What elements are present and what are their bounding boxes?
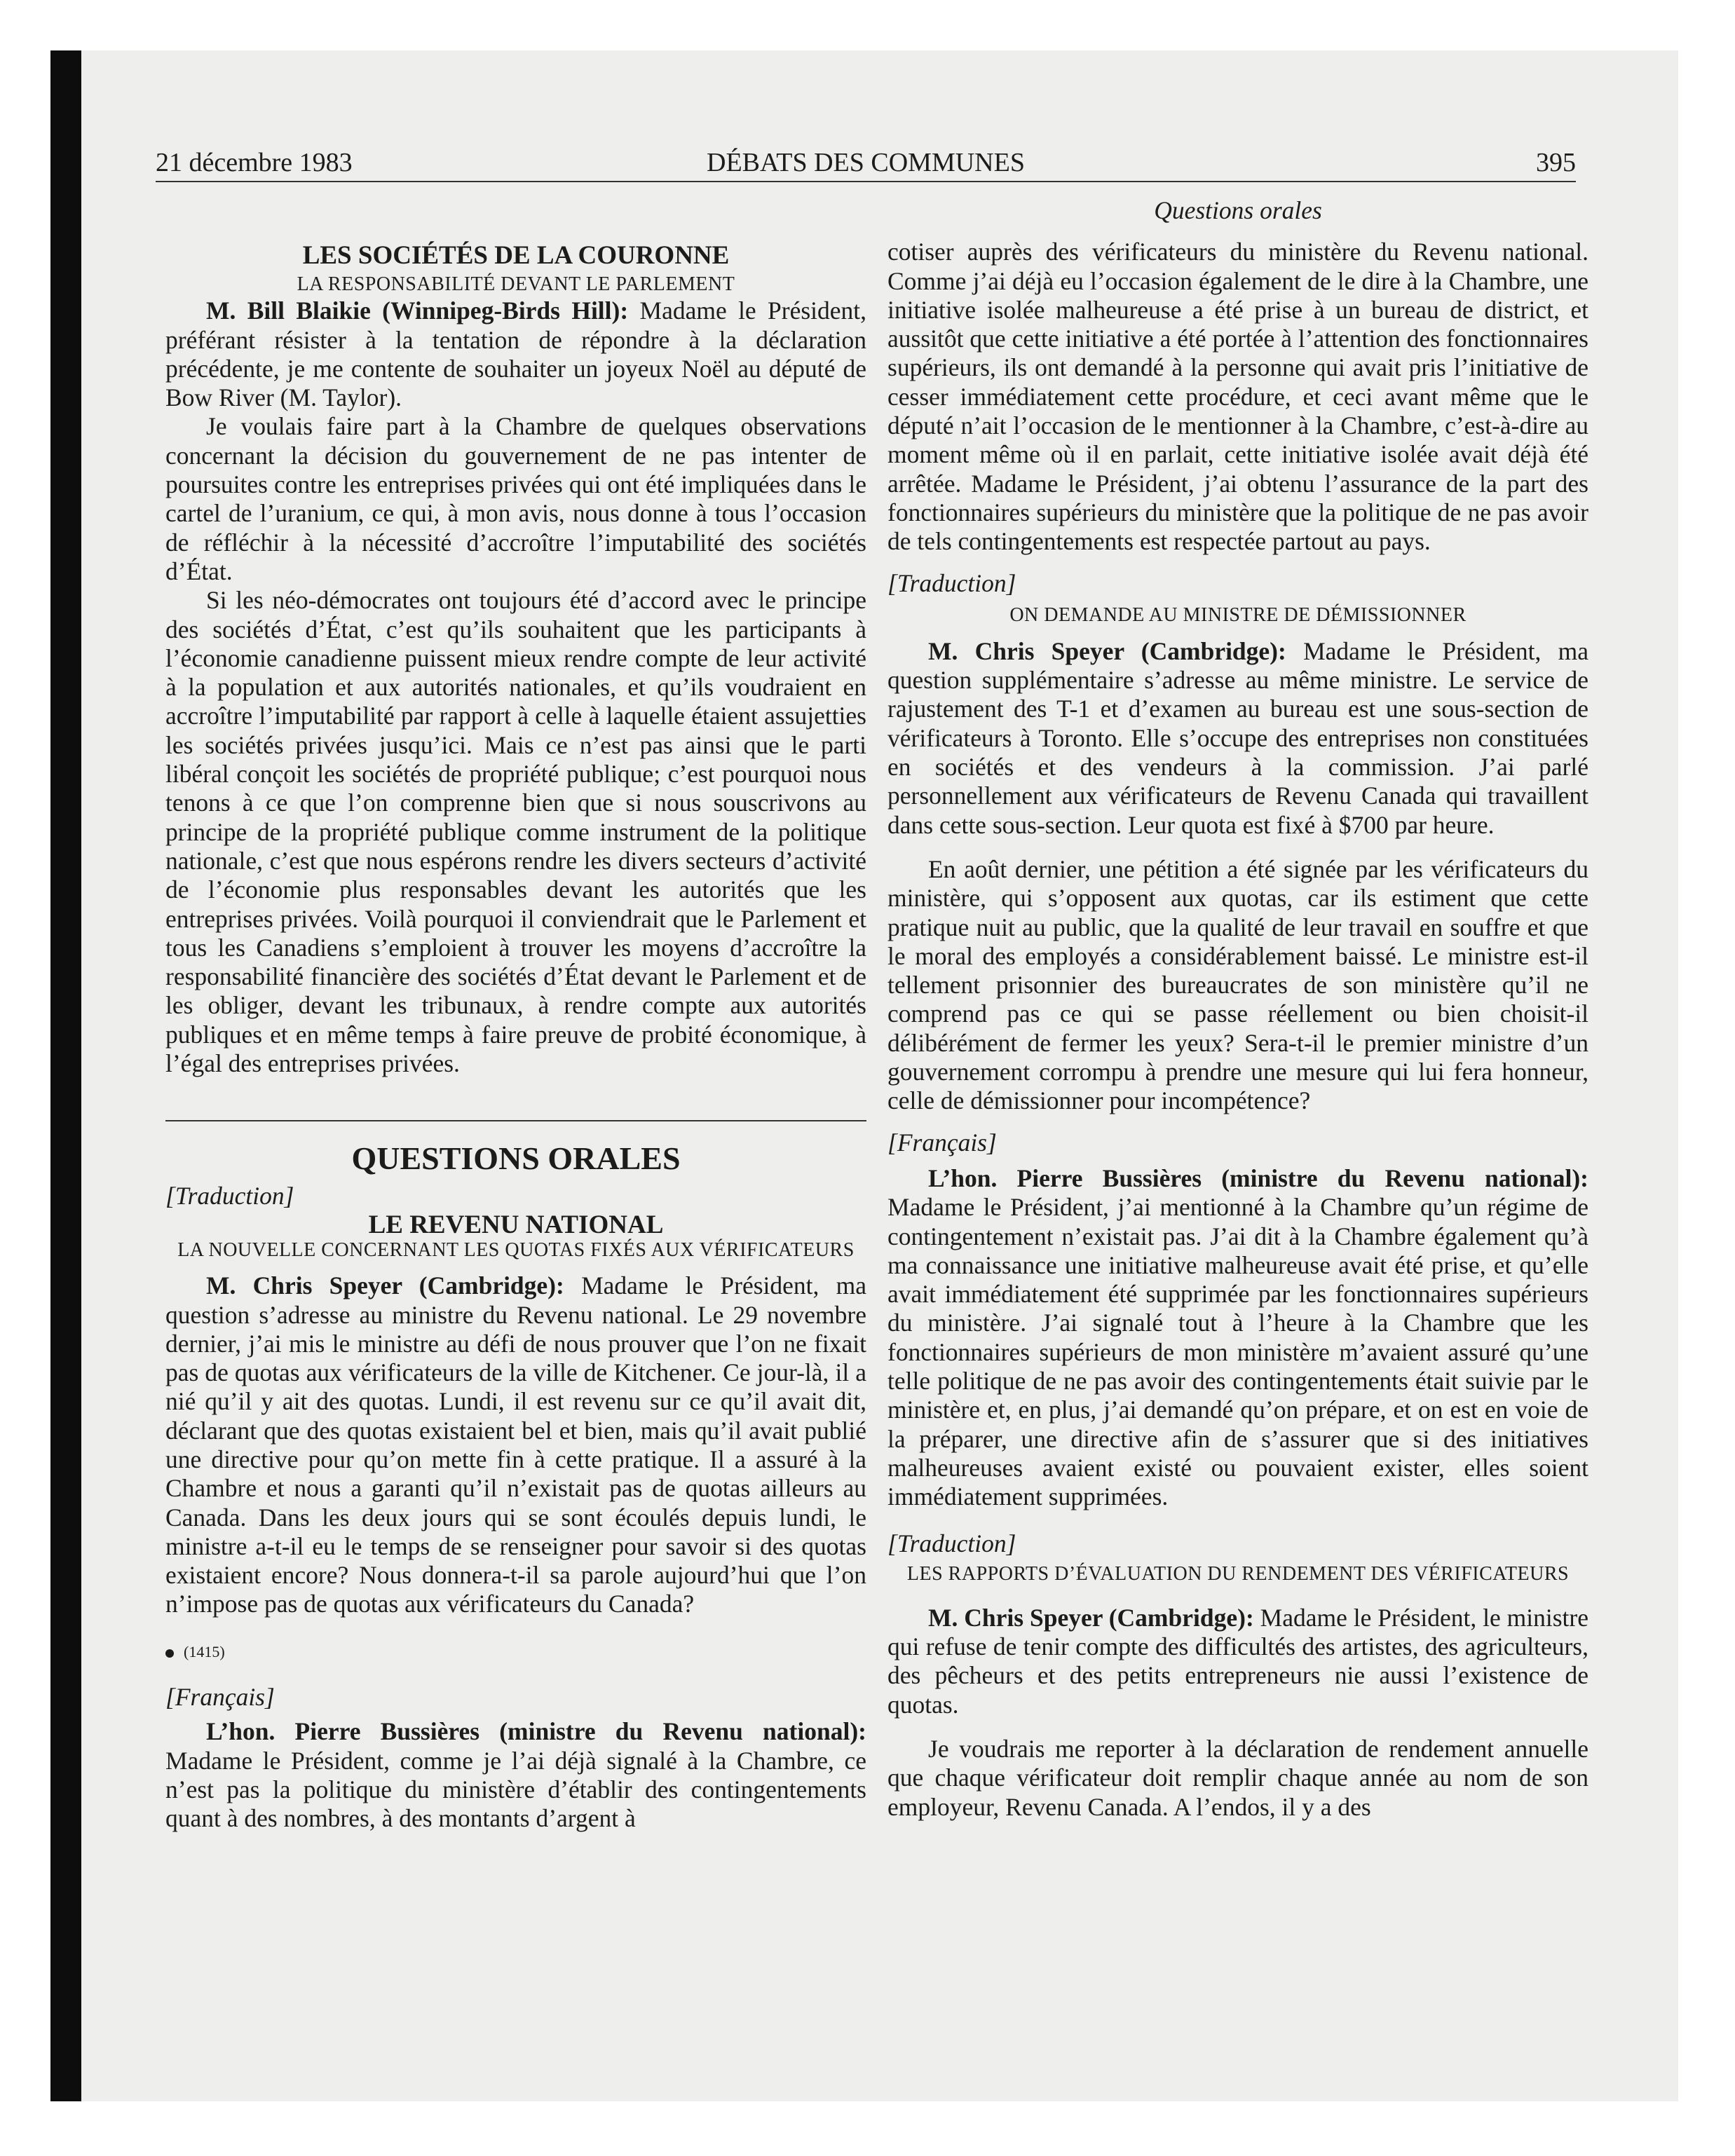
speaker-speyer: M. Chris Speyer (Cambridge): [206, 1271, 564, 1300]
speyer-text-3: Madame le Président, le ministre qui refuse de tenir compte des difficultés des artistes, des agriculteurs, des pêcheurs et des petits entrepreneurs nie aussi l’existence de quotas. [887, 1603, 1588, 1719]
header-date: 21 décembre 1983 [156, 148, 353, 177]
page-header [156, 144, 1576, 182]
blaikie-paragraph-2: Je voulais faire part à la Chambre de quelques observations concernant la décision du gouvernement de ne pas intenter de poursuites contre les entreprises privées qui ont été impliquées dans le cartel de l’uranium, ce qui, à mon avis, nous donne à tous l’occasion de réfléchir à la nécessité d’accroître l’imputabilité des sociétés d’État. [165, 412, 866, 585]
bussieres-paragraph-1 [165, 1717, 866, 1833]
speaker-speyer-3: M. Chris Speyer (Cambridge): [928, 1603, 1254, 1632]
running-head: Questions orales [1154, 196, 1322, 224]
speyer-paragraph-5: Je voudrais me reporter à la déclaration de rendement annuelle que chaque vérificateur doit remplir chaque année au nom de son employeur, Revenu Canada. A l’endos, il y a des [887, 1734, 1588, 1821]
left-column [165, 196, 866, 1834]
header-page-number: 395 [1536, 148, 1576, 177]
bussieres-paragraph-2 [887, 1164, 1588, 1512]
speaker-bussieres: L’hon. Pierre Bussières (ministre du Revenu national): [206, 1717, 866, 1746]
section-subtitle-responsibility: LA RESPONSABILITÉ DEVANT LE PARLEMENT [297, 273, 735, 296]
section-subtitle-quotas: LA NOUVELLE CONCERNANT LES QUOTAS FIXÉS AUX VÉRIFICATEURS [177, 1239, 855, 1262]
bussieres-text-2: Madame le Président, j’ai mentionné à la Chambre qu’un régime de contingentement n’existait pas. J’ai dit à la Chambre également qu’à ma connaissance une initiative malheureuse avait été prise, et qu’elle avait immédiatement été supprimée par les fonctionnaires supérieurs du ministère. J’ai signalé tout à l’heure à la Chambre que les fonctionnaires supérieurs de mon ministère m’avaient assuré qu’une telle politique de ne pas avoir des contingentements était suivie par le ministère et, en plus, j’ai demandé qu’on prépare, et on est en voie de la préparer, une directive afin de s’assurer que si des initiatives malheureuses avaient existé ou pouvaient exister, elles soient immédiatement supprimées. [887, 1193, 1588, 1511]
section-subtitle-resign: ON DEMANDE AU MINISTRE DE DÉMISSIONNER [1009, 603, 1467, 626]
time-marker-text: (1415) [184, 1642, 225, 1660]
bullet-dot-icon [165, 1649, 174, 1658]
tag-francais: [Français] [165, 1683, 275, 1712]
speaker-bussieres-2: L’hon. Pierre Bussières (ministre du Revenu national): [928, 1164, 1588, 1192]
blaikie-paragraph-3: Si les néo-démocrates ont toujours été d’accord avec le principe des sociétés d’État, c’est qu’ils souhaitent que les participants à l’économie canadienne puissent mieux rendre compte de leur activité à la population et aux autorités nationales, et qu’ils voudraient en accroître l’imputabilité par rapport à celle à laquelle étaient assujetties les sociétés privées jusqu’ici. Mais ce n’est pas ainsi que le parti libéral conçoit les sociétés de propriété publique; c’est pourquoi nous tenons à ce que l’on comprenne bien que si nous souscrivons au principe de la propriété publique comme instrument de la politique nationale, c’est que nous espérons rendre les divers secteurs d’activité de l’économie plus responsables devant les autorités que les entreprises privées. Voilà pourquoi il conviendrait que le Parlement et tous les Canadiens s’emploient à trouver les moyens d’accroître la responsabilité financière des sociétés d’État devant le Parlement et de les obliger, devant les tribunaux, à rendre compte aux autorités publiques et en même temps à faire preuve de probité économique, à l’égal des entreprises privées. [165, 586, 866, 1078]
section-subtitle-evaluation: LES RAPPORTS D’ÉVALUATION DU RENDEMENT DES VÉRIFICATEURS [906, 1562, 1570, 1585]
tag-traduction-right-2: [Traduction] [887, 1529, 1016, 1558]
speyer-paragraph-4 [887, 1604, 1588, 1719]
tag-francais-right: [Français] [887, 1128, 997, 1157]
right-column [887, 196, 1588, 1822]
speaker-speyer-2: M. Chris Speyer (Cambridge): [928, 636, 1286, 665]
section-title-oral-questions: QUESTIONS ORALES [351, 1140, 681, 1177]
speyer-paragraph-3: En août dernier, une pétition a été signée par les vérificateurs du ministère, qui s’opposent aux quotas, car ils estiment que cette pratique nuit au public, que la qualité de leur travail en souffre et que le moral des employés a considérablement baissé. Le ministre est-il tellement prisonnier des bureaucrates de son ministère qu’il ne comprend pas ce qui se passe réellement ou bien choisit-il délibérément de fermer les yeux? Sera-t-il le premier ministre d’un gouvernement corrompu à prendre une mesure qui lui fera honneur, celle de démissionner pour incompétence? [887, 854, 1588, 1115]
speyer-text-1: Madame le Président, ma question s’adresse au ministre du Revenu national. Le 29 novembre dernier, j’ai mis le ministre au défi de nous prouver que l’on ne fixait pas de quotas aux vérificateurs de la ville de Kitchener. Ce jour-là, il a nié qu’il y ait des quotas. Lundi, il est revenu sur ce qu’il avait dit, déclarant que des quotas existaient bel et bien, mais qu’il avait publié une directive pour qu’on mette fin à cette pratique. Il a assuré à la Chambre et nous a garanti qu’il n’existait pas de quotas ailleurs au Canada. Dans les deux jours qui se sont écoulés depuis lundi, le ministre a-t-il eu le temps de se renseigner pour savoir si des quotas existaient encore? Nous donnera-t-il sa parole aujourd’hui que l’on n’impose pas de quotas aux vérificateurs du Canada? [165, 1271, 867, 1618]
speaker-blaikie: M. Bill Blaikie (Winnipeg-Birds Hill): [206, 296, 629, 325]
section-divider-rule [165, 1120, 866, 1121]
section-title-national-revenue: LE REVENU NATIONAL [368, 1210, 664, 1239]
tag-traduction-right: [Traduction] [887, 568, 1016, 597]
section-title-crown-corporations: LES SOCIÉTÉS DE LA COURONNE [302, 241, 730, 270]
scan-margin-bar [50, 50, 81, 2101]
speyer-text-2: Madame le Président, ma question supplémentaire s’adresse au même ministre. Le service de rajustement des T-1 et d’examen au bureau est une sous-section de vérificateurs à Toronto. Elle s’occupe des entreprises non constituées en sociétés et des vendeurs à la commission. J’ai parlé personnellement aux vérificateurs de Revenu Canada qui travaillent dans cette sous-section. Leur quota est fixé à $700 par heure. [887, 636, 1589, 839]
header-publication: DÉBATS DES COMMUNES [707, 148, 1025, 177]
speyer-paragraph-1 [165, 1271, 866, 1619]
bussieres-continuation: cotiser auprès des vérificateurs du ministère du Revenu national. Comme j’ai déjà eu l’occasion également de le dire à la Chambre, une initiative isolée malheureuse a été prise à un bureau de district, et aussitôt que cette initiative a été portée à l’attention des fonctionnaires supérieurs, ils ont demandé à la personne qui avait pris l’initiative de cesser immédiatement cette procédure, et ceci avant même que le député n’ait l’occasion de le mentionner à la Chambre, c’est-à-dire au moment même où il en parlait, cette initiative isolée avait déjà été arrêtée. Madame le Président, j’ai obtenu l’assurance de la part des fonctionnaires supérieurs du ministère que la politique de ne pas avoir de tels contingentements est respectée partout au pays. [887, 238, 1588, 556]
tag-traduction: [Traduction] [165, 1181, 294, 1210]
time-marker [165, 1637, 866, 1666]
bussieres-text-1: Madame le Président, comme je l’ai déjà signalé à la Chambre, ce n’est pas la politique du ministère d’établir des contingentements quant à des nombres, à des montants d’argent à [165, 1746, 866, 1833]
blaikie-paragraph-1 [165, 296, 866, 412]
blaikie-text-1: Madame le Président, préférant résister à la tentation de répondre à la déclaration précédente, je me contente de souhaiter un joyeux Noël au député de Bow River (M. Taylor). [165, 296, 867, 412]
speyer-paragraph-2 [887, 637, 1588, 840]
